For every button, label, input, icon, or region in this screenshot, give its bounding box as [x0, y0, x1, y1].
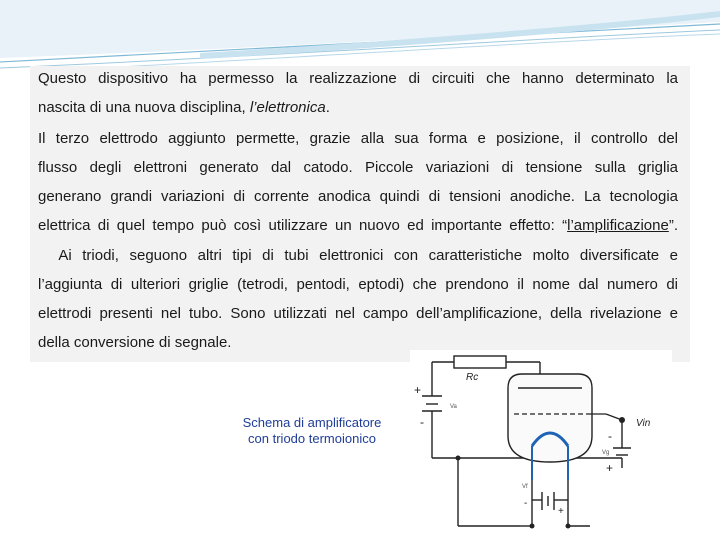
triode-amplifier-schematic — [410, 350, 672, 538]
va-label: Va — [450, 404, 457, 410]
minus-sign: - — [524, 498, 528, 509]
paragraph-3-line-2: l’aggiunta di ulteriori griglie (tetrodi, pentodi, eptodi) che prendono il nome dal numero di — [38, 276, 678, 293]
vf-label: Vf — [522, 484, 528, 490]
underlined-term: l’amplificazione — [567, 217, 669, 234]
minus-sign: - — [420, 415, 424, 429]
paragraph-2-line-2: flusso degli elettroni generato dal catodo. Piccole variazioni di tensione sulla griglia — [38, 159, 678, 176]
text-span: ”. — [668, 217, 678, 234]
paragraph-3-line-3: elettrodi presenti nel tubo. Sono utilizzati nel campo dell’amplificazione, della rivelazione e — [38, 305, 678, 322]
plus-sign: + — [606, 461, 614, 475]
paragraph-1-line-1: Questo dispositivo ha permesso la realizzazione di circuiti che hanno determinato la — [38, 70, 678, 87]
plus-sign: + — [558, 506, 564, 517]
text-span: . — [325, 99, 330, 116]
paragraph-2-line-1: Il terzo elettrodo aggiunto permette, grazie alla sua forma e posizione, il controllo del — [38, 130, 678, 147]
paragraph-3-line-1: Ai triodi, seguono altri tipi di tubi elettronici con caratteristiche molto diversificate e — [38, 247, 678, 264]
text-span: elettrica di quel tempo può così utilizzare un nuovo ed importante effetto: “ — [38, 217, 568, 234]
caption-line-1: Schema di amplificatore — [242, 415, 382, 430]
minus-sign: - — [608, 429, 612, 443]
vg-label: Vg — [602, 450, 610, 456]
figure-caption — [222, 415, 402, 447]
plus-sign: + — [414, 383, 422, 397]
paragraph-2-line-3: generano grandi variazioni di corrente anodica quindi di tensioni anodiche. La tecnologia — [38, 188, 678, 205]
italic-term: l’elettronica — [249, 99, 326, 116]
caption-line-2: con triodo termoionico — [248, 431, 376, 446]
paragraph-1-line-2 — [38, 99, 678, 116]
rc-label: Rc — [466, 372, 479, 383]
paragraph-2-line-4 — [38, 217, 678, 234]
paragraph-3-line-4: della conversione di segnale. — [38, 334, 232, 351]
text-span: nascita di una nuova disciplina, — [38, 99, 250, 116]
schematic-drawing — [410, 350, 672, 538]
vin-label: Vin — [636, 418, 651, 429]
